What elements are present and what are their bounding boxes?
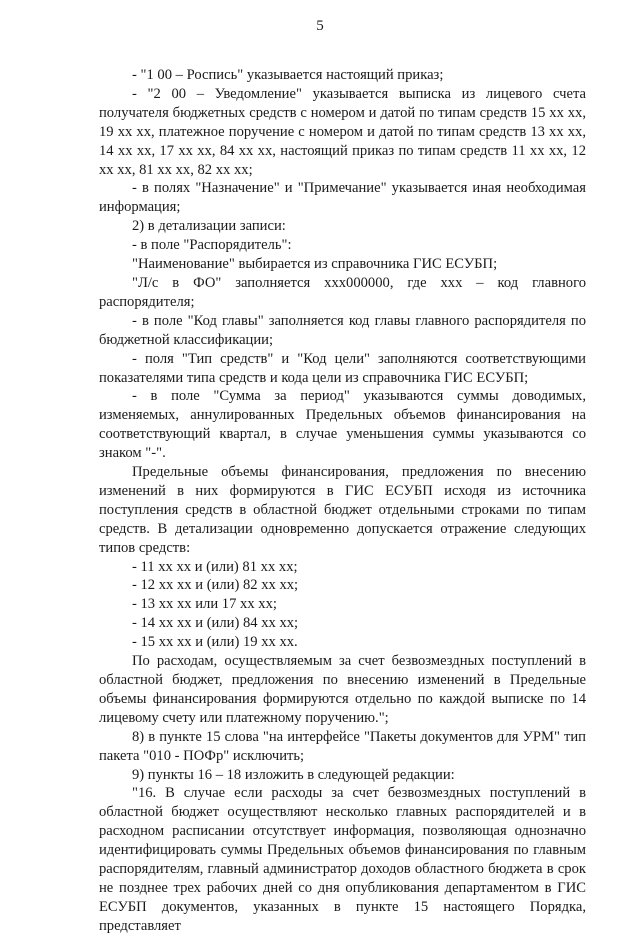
list-item: - 14 хх хх и (или) 84 хх хх; [132,615,299,632]
document-body [99,66,586,936]
paragraph: - "1 00 – Роспись" указывается настоящий приказ; [132,67,444,83]
paragraph: 2) в детализации записи: [132,218,286,235]
list-item: - 12 хх хх и (или) 82 хх хх; [132,577,299,594]
paragraph: По расходам, осуществляемым за счет безвозмездных поступлений в областной бюджет, предложения по внесению изменений в Предельные объемы финансирования формируются отдельно по каждой выписке по 14 лицевому счету или платежному поручению."; [99,653,586,726]
paragraph: - поля "Тип средств" и "Код цели" заполняются соответствующими показателями типа средств и кода цели из справочника ГИС ЕСУБП; [99,350,586,386]
paragraph: "Наименование" выбирается из справочника ГИС ЕСУБП; [132,256,498,273]
paragraph: - в поле "Код главы" заполняется код главы главного распорядителя по бюджетной классификации; [99,312,586,348]
paragraph: - в поле "Распорядитель": [132,237,292,254]
paragraph: - "2 00 – Уведомление" указывается выписка из лицевого счета получателя бюджетных средств с номером и датой по типам средств 15 хх хх, 19 хх хх, платежное поручение с номером и датой по типам средств 13 хх хх, 14 хх хх, 17 хх хх, 84 хх хх, настоящий приказ по типам средств 11 хх хх, 12 хх хх, 81 хх хх, 82 хх хх; [99,85,586,178]
page-number: 5 [316,18,324,34]
list-item: - 13 хх хх или 17 хх хх; [132,596,277,613]
paragraph: - в поле "Сумма за период" указываются суммы доводимых, изменяемых, аннулированных Предельных объемов финансирования на соответствующий квартал, в случае уменьшения суммы указываются со знаком "-". [99,388,586,462]
list-item: - 11 хх хх и (или) 81 хх хх; [132,558,298,575]
paragraph: - в полях "Назначение" и "Примечание" указывается иная необходимая информация; [99,180,586,216]
paragraph: 8) в пункте 15 слова "на интерфейсе "Пакеты документов для УРМ" тип пакета "010 - ПОФр" исключить; [99,728,586,764]
paragraph: 9) пункты 16 – 18 изложить в следующей редакции: [132,766,455,783]
paragraph: "Л/с в ФО" заполняется ххх000000, где ххх – код главного распорядителя; [99,274,586,310]
list-item: - 15 хх хх и (или) 19 хх хх. [132,634,298,651]
paragraph: "16. В случае если расходы за счет безвозмездных поступлений в областной бюджет осуществляют несколько главных распорядителей и в расходном расписании отсутствует информация, позволяющая однозначно идентифицировать суммы Предельных объемов финансирования по главным распорядителям, главный администратор доходов областного бюджета в срок не позднее трех рабочих дней со дня опубликования департаментом в ГИС ЕСУБП документов, указанных в пункте 15 настоящего Порядка, представляет [99,785,586,934]
paragraph: Предельные объемы финансирования, предложения по внесению изменений в них формируются в ГИС ЕСУБП исходя из источника поступления средств в областной бюджет отдельными строками по типам средств. В детализации одновременно допускается отражение следующих типов средств: [99,464,586,556]
